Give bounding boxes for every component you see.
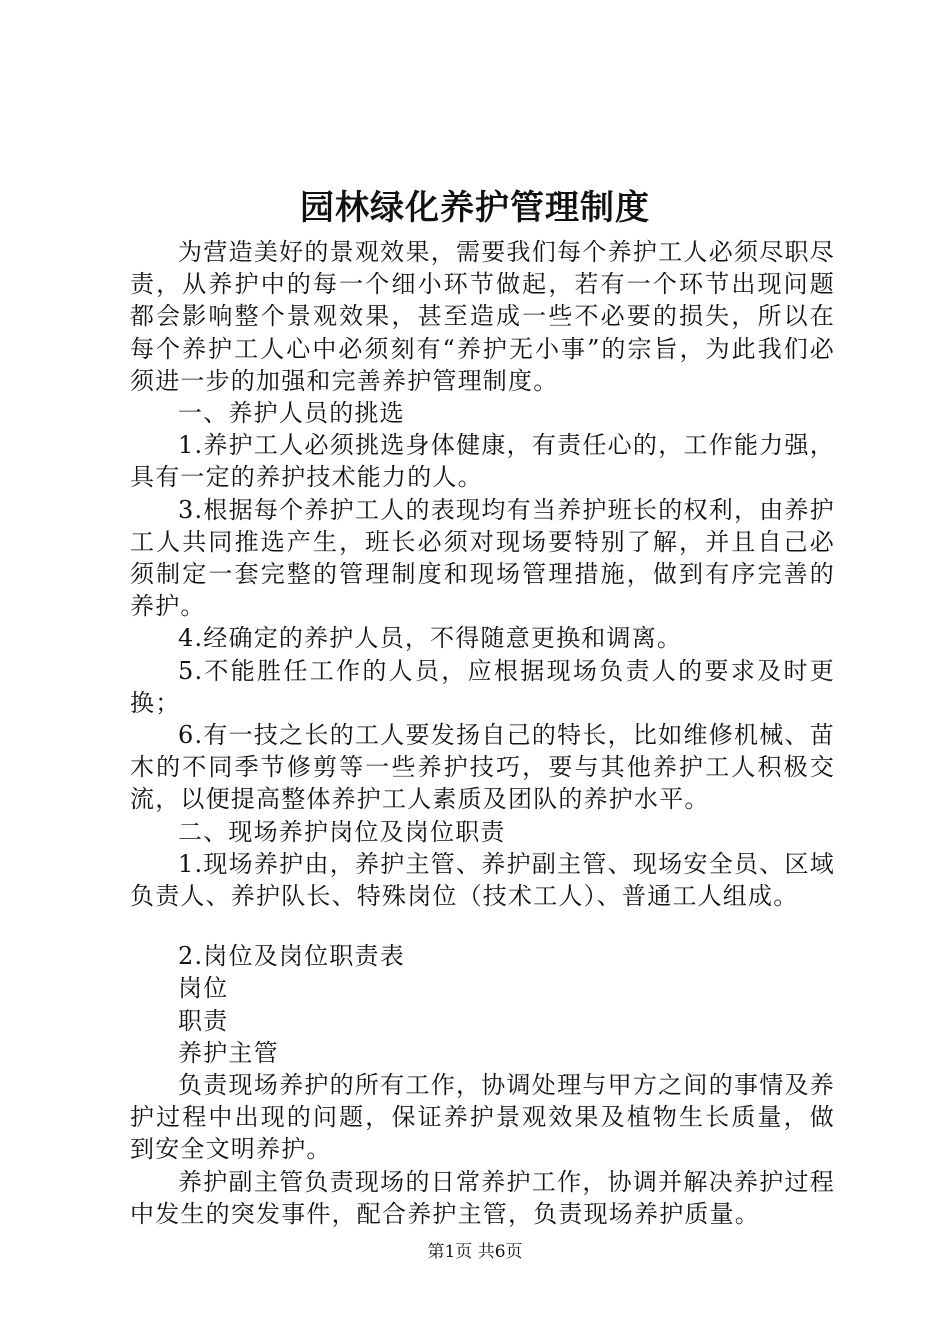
document-body [130, 236, 835, 1230]
table-cell-duty: 负责现场养护的所有工作，协调处理与甲方之间的事情及养护过程中出现的问题，保证养护景观效果及植物生长质量，做到安全文明养护。 [130, 1071, 835, 1164]
document-title: 园林绿化养护管理制度 [300, 188, 650, 228]
body-paragraph: 4.经确定的养护人员，不得随意更换和调离。 [178, 624, 683, 653]
intro-paragraph: 为营造美好的景观效果，需要我们每个养护工人必须尽职尽责，从养护中的每一个细小环节做起，若有一个环节出现问题都会影响整个景观效果，甚至造成一些不必要的损失，所以在每个养护工人心中必须刻有“养护无小事”的宗旨，为此我们必须进一步的加强和完善养护管理制度。 [130, 238, 835, 395]
body-paragraph: 养护副主管负责现场的日常养护工作，协调并解决养护过程中发生的突发事件，配合养护主管，负责现场养护质量。 [130, 1167, 835, 1228]
page-footer: 第1页 共6页 [427, 1242, 523, 1262]
table-cell-position: 养护主管 [178, 1038, 279, 1067]
body-paragraph: 3.根据每个养护工人的表现均有当养护班长的权利，由养护工人共同推选产生，班长必须对现场要特别了解，并且自己必须制定一套完整的管理制度和现场管理措施，做到有序完善的养护。 [130, 495, 835, 621]
section-heading-2: 二、现场养护岗位及岗位职责 [178, 817, 506, 846]
table-caption: 2.岗位及岗位职责表 [178, 942, 405, 971]
body-paragraph: 6.有一技之长的工人要发扬自己的特长，比如维修机械、苗木的不同季节修剪等一些养护技巧，要与其他养护工人积极交流，以便提高整体养护工人素质及团队的养护水平。 [130, 721, 835, 814]
table-header-duty: 职责 [178, 1006, 229, 1035]
section-heading-1: 一、养护人员的挑选 [178, 399, 405, 428]
body-paragraph: 1.现场养护由，养护主管、养护副主管、现场安全员、区域负责人、养护队长、特殊岗位（技术工人）、普通工人组成。 [130, 849, 835, 911]
body-paragraph: 1.养护工人必须挑选身体健康，有责任心的，工作能力强，具有一定的养护技术能力的人。 [130, 431, 835, 492]
table-header-position: 岗位 [178, 974, 229, 1003]
body-paragraph: 5.不能胜任工作的人员，应根据现场负责人的要求及时更换； [130, 656, 835, 717]
